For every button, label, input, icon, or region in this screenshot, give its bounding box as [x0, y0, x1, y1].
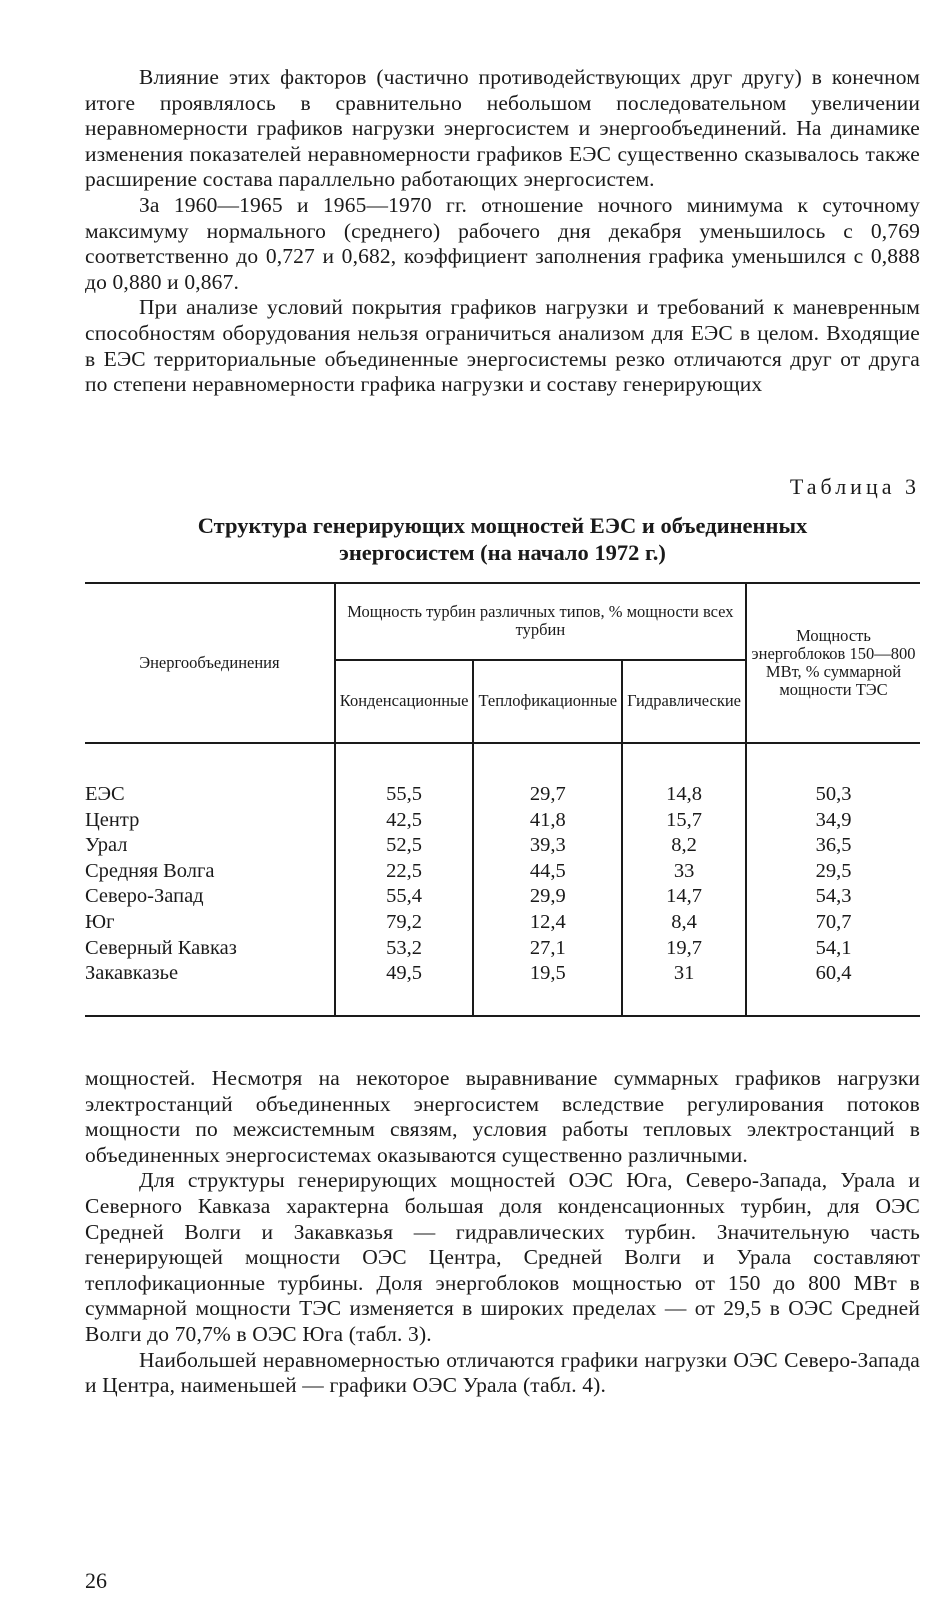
- cell-heating: 29,7: [473, 782, 622, 808]
- book-page: [85, 0, 920, 1600]
- cell-name: Северный Кавказ: [85, 936, 237, 959]
- table-row: [85, 833, 920, 859]
- table-label: Таблица 3: [789, 474, 920, 499]
- cell-hydro: 8,2: [622, 833, 746, 859]
- cell-name: Урал: [85, 834, 128, 857]
- cell-condensing: 52,5: [335, 833, 474, 859]
- cell-heating: 27,1: [473, 936, 622, 962]
- table-row: [85, 808, 920, 834]
- header-hydro: Гидравлические: [622, 660, 746, 743]
- cell-name: Средняя Волга: [85, 859, 215, 882]
- text-block-bottom: [85, 1066, 920, 1399]
- table-row: [85, 910, 920, 936]
- cell-heating: 19,5: [473, 961, 622, 987]
- header-heating: Теплофикационные: [473, 660, 622, 743]
- header-condensing: Конденсационные: [335, 660, 474, 743]
- cell-units: 34,9: [746, 808, 920, 834]
- cell-units: 54,3: [746, 884, 920, 910]
- data-table: [85, 582, 920, 1017]
- table-row: [85, 859, 920, 885]
- cell-heating: 41,8: [473, 808, 622, 834]
- cell-condensing: 55,5: [335, 782, 474, 808]
- table-title-line: энергосистем (на начало 1972 г.): [339, 540, 666, 565]
- header-units: Мощность энергоблоков 150—800 МВт, % суммарной мощности ТЭС: [746, 583, 920, 743]
- cell-hydro: 8,4: [622, 910, 746, 936]
- cell-units: 29,5: [746, 859, 920, 885]
- paragraph: Наибольшей неравномерностью отличаются графики нагрузки ОЭС Северо-Запада и Центра, наименьшей — графики ОЭС Урала (табл. 4).: [85, 1347, 920, 1398]
- table-title: [85, 512, 920, 566]
- cell-hydro: 31: [622, 961, 746, 987]
- cell-name: Северо-Запад: [85, 885, 204, 908]
- cell-units: 54,1: [746, 936, 920, 962]
- cell-name: Юг: [85, 910, 115, 933]
- paragraph: При анализе условий покрытия графиков нагрузки и требований к маневренным способностям оборудования нельзя ограничиться анализом для ЕЭС в целом. Входящие в ЕЭС территориальные объединенные энергосистемы резко отличаются друг от друга по степени неравномерности графика нагрузки и составу генерирующих: [85, 295, 920, 397]
- cell-hydro: 14,7: [622, 884, 746, 910]
- paragraph: За 1960—1965 и 1965—1970 гг. отношение ночного минимума к суточному максимуму нормального (среднего) рабочего дня декабря уменьшилось с 0,769 соответственно до 0,727 и 0,682, коэффициент заполнения графика уменьшился с 0,888 до 0,880 и 0,867.: [85, 192, 920, 294]
- cell-condensing: 79,2: [335, 910, 474, 936]
- header-group: Мощность турбин различных типов, % мощности всех турбин: [335, 583, 746, 660]
- table-row: [85, 884, 920, 910]
- cell-hydro: 19,7: [622, 936, 746, 962]
- cell-heating: 39,3: [473, 833, 622, 859]
- header-name: Энергообъединения: [85, 583, 335, 743]
- cell-heating: 12,4: [473, 910, 622, 936]
- cell-heating: 44,5: [473, 859, 622, 885]
- table-row: [85, 936, 920, 962]
- cell-hydro: 15,7: [622, 808, 746, 834]
- cell-units: 60,4: [746, 961, 920, 987]
- paragraph: Для структуры генерирующих мощностей ОЭС Юга, Северо-Запада, Урала и Северного Кавказа характерна большая доля конденсационных турбин, для ОЭС Средней Волги и Закавказья — гидравлических турбин. Значительную часть генерирующей мощности ОЭС Центра, Средней Волги и Урала составляют теплофикационные турбины. Доля энергоблоков мощностью от 150 до 800 МВт в суммарной мощности ТЭС изменяется в широких пределах — от 29,5 в ОЭС Средней Волги до 70,7% в ОЭС Юга (табл. 3).: [85, 1168, 920, 1346]
- cell-name: ЕЭС: [85, 783, 125, 805]
- cell-condensing: 22,5: [335, 859, 474, 885]
- table-title-line: Структура генерирующих мощностей ЕЭС и объединенных: [197, 513, 808, 538]
- text-block-top: [85, 65, 920, 398]
- cell-condensing: 55,4: [335, 884, 474, 910]
- cell-condensing: 49,5: [335, 961, 474, 987]
- cell-hydro: 33: [622, 859, 746, 885]
- cell-units: 36,5: [746, 833, 920, 859]
- cell-condensing: 53,2: [335, 936, 474, 962]
- cell-name: Центр: [85, 808, 140, 831]
- page-number: 26: [85, 1568, 107, 1593]
- cell-units: 50,3: [746, 782, 920, 808]
- table-row: [85, 782, 920, 808]
- cell-units: 70,7: [746, 910, 920, 936]
- paragraph: Влияние этих факторов (частично противодействующих друг другу) в конечном итоге проявлялось в сравнительно небольшом последовательном увеличении неравномерности графиков нагрузки энергосистем и энергообъединений. На динамике изменения показателей неравномерности графиков ЕЭС существенно сказывалось также расширение состава параллельно работающих энергосистем.: [85, 65, 920, 192]
- cell-name: Закавказье: [85, 962, 179, 985]
- paragraph: мощностей. Несмотря на некоторое выравнивание суммарных графиков нагрузки электростанций объединенных энергосистем вследствие регулирования потоков мощности по межсистемным связям, условия работы тепловых электростанций в объединенных энергосистемах оказываются существенно различными.: [85, 1066, 920, 1167]
- table-row: [85, 961, 920, 987]
- cell-condensing: 42,5: [335, 808, 474, 834]
- cell-hydro: 14,8: [622, 782, 746, 808]
- cell-heating: 29,9: [473, 884, 622, 910]
